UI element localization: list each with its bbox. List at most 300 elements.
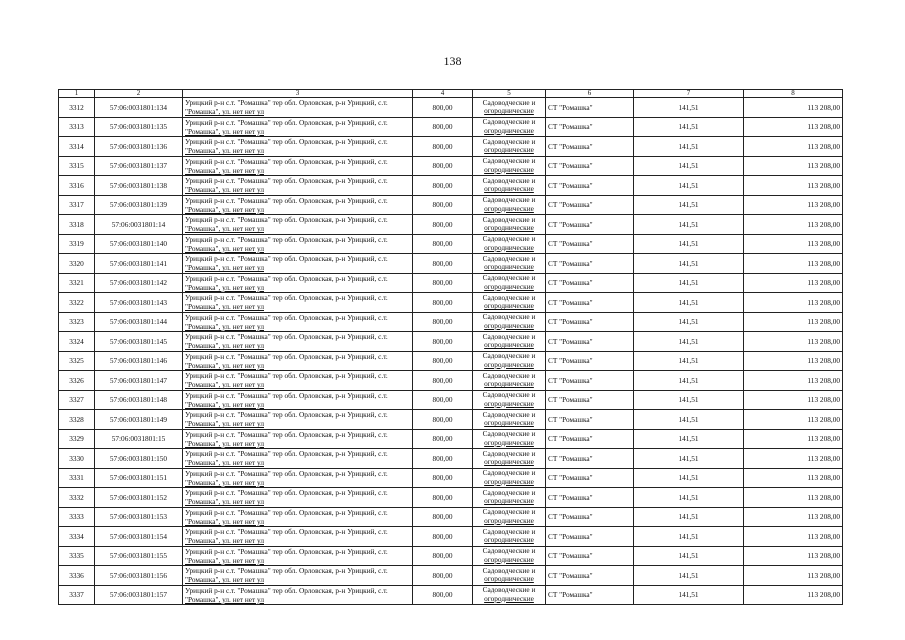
price-cell: 141,51 — [634, 566, 744, 586]
area-cell: 800,00 — [413, 488, 473, 508]
price-cell: 141,51 — [634, 390, 744, 410]
land-use-cell — [473, 234, 546, 254]
land-use-cell — [473, 215, 546, 235]
table-row — [59, 215, 843, 235]
table-row — [59, 390, 843, 410]
value-cell: 113 208,00 — [744, 215, 843, 235]
address-line: "Ромашка", ул. нет нет ул — [185, 360, 264, 370]
land-use-cell — [473, 176, 546, 196]
owner-cell: СТ "Ромашка" — [546, 566, 634, 586]
address-cell — [183, 156, 413, 176]
row-number-cell: 3331 — [59, 468, 95, 488]
cadastral-number-cell: 57:06:0031801:153 — [95, 507, 183, 527]
value-cell: 113 208,00 — [744, 273, 843, 293]
address-line: Урицкий р-н с.т. "Ромашка" тер обл. Орловская, р-н Урицкий, с.т. — [185, 468, 388, 478]
address-line: Урицкий р-н с.т. "Ромашка" тер обл. Орловская, р-н Урицкий, с.т. — [185, 527, 388, 537]
area-cell: 800,00 — [413, 449, 473, 469]
area-cell: 800,00 — [413, 273, 473, 293]
address-cell — [183, 254, 413, 274]
land-use-cell — [473, 449, 546, 469]
table-row — [59, 488, 843, 508]
area-cell: 800,00 — [413, 234, 473, 254]
address-cell — [183, 117, 413, 137]
table-row — [59, 449, 843, 469]
cadastral-number-cell: 57:06:0031801:15 — [95, 429, 183, 449]
land-use-line: огороднические — [484, 437, 534, 447]
table-row — [59, 332, 843, 352]
owner-cell: СТ "Ромашка" — [546, 176, 634, 196]
price-cell: 141,51 — [634, 195, 744, 215]
address-cell — [183, 585, 413, 605]
land-use-line: огороднические — [484, 535, 534, 545]
cadastral-number-cell: 57:06:0031801:142 — [95, 273, 183, 293]
address-cell — [183, 195, 413, 215]
land-use-line: огороднические — [484, 203, 534, 213]
address-line: Урицкий р-н с.т. "Ромашка" тер обл. Орловская, р-н Урицкий, с.т. — [185, 273, 388, 283]
address-line: "Ромашка", ул. нет нет ул — [185, 263, 264, 273]
area-cell: 800,00 — [413, 371, 473, 391]
address-line: "Ромашка", ул. нет нет ул — [185, 438, 264, 448]
land-use-line: огороднические — [484, 418, 534, 428]
land-use-cell — [473, 371, 546, 391]
address-cell — [183, 527, 413, 547]
value-cell: 113 208,00 — [744, 351, 843, 371]
address-cell — [183, 312, 413, 332]
land-use-cell — [473, 390, 546, 410]
table-body — [59, 98, 843, 605]
owner-cell: СТ "Ромашка" — [546, 312, 634, 332]
area-cell: 800,00 — [413, 215, 473, 235]
land-use-cell — [473, 98, 546, 118]
address-line: "Ромашка", ул. нет нет ул — [185, 146, 264, 156]
land-use-line: огороднические — [484, 476, 534, 486]
land-use-cell — [473, 156, 546, 176]
price-cell: 141,51 — [634, 410, 744, 430]
address-cell — [183, 488, 413, 508]
land-use-line: Садоводческие и — [482, 370, 536, 380]
land-use-line: Садоводческие и — [482, 234, 536, 244]
column-header: 2 — [95, 90, 183, 98]
address-line: Урицкий р-н с.т. "Ромашка" тер обл. Орловская, р-н Урицкий, с.т. — [185, 156, 388, 166]
land-use-line: Садоводческие и — [482, 468, 536, 478]
address-line: "Ромашка", ул. нет нет ул — [185, 302, 264, 312]
land-use-cell — [473, 195, 546, 215]
owner-cell: СТ "Ромашка" — [546, 390, 634, 410]
land-use-line: Садоводческие и — [482, 214, 536, 224]
owner-cell: СТ "Ромашка" — [546, 137, 634, 157]
owner-cell: СТ "Ромашка" — [546, 195, 634, 215]
address-line: "Ромашка", ул. нет нет ул — [185, 165, 264, 175]
address-line: Урицкий р-н с.т. "Ромашка" тер обл. Орловская, р-н Урицкий, с.т. — [185, 293, 388, 303]
address-line: Урицкий р-н с.т. "Ромашка" тер обл. Орловская, р-н Урицкий, с.т. — [185, 98, 388, 108]
address-cell — [183, 234, 413, 254]
land-use-line: огороднические — [484, 593, 534, 603]
table-row — [59, 273, 843, 293]
cadastral-number-cell: 57:06:0031801:137 — [95, 156, 183, 176]
address-line: Урицкий р-н с.т. "Ромашка" тер обл. Орловская, р-н Урицкий, с.т. — [185, 390, 388, 400]
area-cell: 800,00 — [413, 429, 473, 449]
cadastral-number-cell: 57:06:0031801:150 — [95, 449, 183, 469]
land-use-line: огороднические — [484, 145, 534, 155]
value-cell: 113 208,00 — [744, 332, 843, 352]
owner-cell: СТ "Ромашка" — [546, 332, 634, 352]
land-use-line: огороднические — [484, 242, 534, 252]
table-row — [59, 527, 843, 547]
land-use-line: Садоводческие и — [482, 136, 536, 146]
land-use-line: огороднические — [484, 554, 534, 564]
row-number-cell: 3313 — [59, 117, 95, 137]
land-use-line: Садоводческие и — [482, 331, 536, 341]
owner-cell: СТ "Ромашка" — [546, 585, 634, 605]
land-use-line: огороднические — [484, 301, 534, 311]
value-cell: 113 208,00 — [744, 371, 843, 391]
address-cell — [183, 390, 413, 410]
value-cell: 113 208,00 — [744, 98, 843, 118]
land-use-line: огороднические — [484, 398, 534, 408]
owner-cell: СТ "Ромашка" — [546, 351, 634, 371]
value-cell: 113 208,00 — [744, 488, 843, 508]
row-number-cell: 3325 — [59, 351, 95, 371]
column-header: 8 — [744, 90, 843, 98]
land-use-line: Садоводческие и — [482, 175, 536, 185]
area-cell: 800,00 — [413, 507, 473, 527]
cadastral-number-cell: 57:06:0031801:152 — [95, 488, 183, 508]
table-row — [59, 176, 843, 196]
owner-cell: СТ "Ромашка" — [546, 156, 634, 176]
address-line: "Ромашка", ул. нет нет ул — [185, 341, 264, 351]
address-cell — [183, 98, 413, 118]
address-line: "Ромашка", ул. нет нет ул — [185, 380, 264, 390]
land-use-line: Садоводческие и — [482, 273, 536, 283]
address-line: "Ромашка", ул. нет нет ул — [185, 458, 264, 468]
row-number-cell: 3317 — [59, 195, 95, 215]
address-line: Урицкий р-н с.т. "Ромашка" тер обл. Орловская, р-н Урицкий, с.т. — [185, 410, 388, 420]
address-line: "Ромашка", ул. нет нет ул — [185, 516, 264, 526]
land-use-line: огороднические — [484, 164, 534, 174]
table-row — [59, 351, 843, 371]
price-cell: 141,51 — [634, 429, 744, 449]
row-number-cell: 3318 — [59, 215, 95, 235]
table-row — [59, 254, 843, 274]
area-cell: 800,00 — [413, 293, 473, 313]
land-use-line: Садоводческие и — [482, 429, 536, 439]
land-use-line: огороднические — [484, 457, 534, 467]
row-number-cell: 3337 — [59, 585, 95, 605]
land-use-line: огороднические — [484, 281, 534, 291]
cadastral-number-cell: 57:06:0031801:155 — [95, 546, 183, 566]
cadastral-number-cell: 57:06:0031801:136 — [95, 137, 183, 157]
land-use-line: Садоводческие и — [482, 526, 536, 536]
value-cell: 113 208,00 — [744, 527, 843, 547]
land-use-cell — [473, 351, 546, 371]
land-use-line: огороднические — [484, 359, 534, 369]
land-use-line: Садоводческие и — [482, 312, 536, 322]
price-cell: 141,51 — [634, 312, 744, 332]
land-use-cell — [473, 254, 546, 274]
value-cell: 113 208,00 — [744, 312, 843, 332]
owner-cell: СТ "Ромашка" — [546, 215, 634, 235]
land-use-line: огороднические — [484, 125, 534, 135]
price-cell: 141,51 — [634, 293, 744, 313]
owner-cell: СТ "Ромашка" — [546, 98, 634, 118]
value-cell: 113 208,00 — [744, 234, 843, 254]
address-line: Урицкий р-н с.т. "Ромашка" тер обл. Орловская, р-н Урицкий, с.т. — [185, 176, 388, 186]
row-number-cell: 3315 — [59, 156, 95, 176]
row-number-cell: 3312 — [59, 98, 95, 118]
address-line: "Ромашка", ул. нет нет ул — [185, 204, 264, 214]
address-line: Урицкий р-н с.т. "Ромашка" тер обл. Орловская, р-н Урицкий, с.т. — [185, 585, 388, 595]
table-row — [59, 468, 843, 488]
column-number-row — [59, 90, 843, 98]
area-cell: 800,00 — [413, 98, 473, 118]
area-cell: 800,00 — [413, 468, 473, 488]
land-use-cell — [473, 137, 546, 157]
land-use-cell — [473, 488, 546, 508]
row-number-cell: 3319 — [59, 234, 95, 254]
price-cell: 141,51 — [634, 137, 744, 157]
price-cell: 141,51 — [634, 215, 744, 235]
address-cell — [183, 468, 413, 488]
owner-cell: СТ "Ромашка" — [546, 488, 634, 508]
address-line: Урицкий р-н с.т. "Ромашка" тер обл. Орловская, р-н Урицкий, с.т. — [185, 566, 388, 576]
cadastral-number-cell: 57:06:0031801:145 — [95, 332, 183, 352]
row-number-cell: 3326 — [59, 371, 95, 391]
area-cell: 800,00 — [413, 566, 473, 586]
address-line: Урицкий р-н с.т. "Ромашка" тер обл. Орловская, р-н Урицкий, с.т. — [185, 488, 388, 498]
land-use-line: огороднические — [484, 223, 534, 233]
address-cell — [183, 137, 413, 157]
column-header: 4 — [413, 90, 473, 98]
land-use-line: Садоводческие и — [482, 351, 536, 361]
address-line: Урицкий р-н с.т. "Ромашка" тер обл. Орловская, р-н Урицкий, с.т. — [185, 351, 388, 361]
area-cell: 800,00 — [413, 254, 473, 274]
cadastral-number-cell: 57:06:0031801:143 — [95, 293, 183, 313]
table-row — [59, 156, 843, 176]
address-cell — [183, 351, 413, 371]
table-row — [59, 507, 843, 527]
row-number-cell: 3321 — [59, 273, 95, 293]
value-cell: 113 208,00 — [744, 176, 843, 196]
value-cell: 113 208,00 — [744, 507, 843, 527]
cadastral-number-cell: 57:06:0031801:135 — [95, 117, 183, 137]
land-use-cell — [473, 429, 546, 449]
land-use-line: огороднические — [484, 262, 534, 272]
land-use-line: огороднические — [484, 515, 534, 525]
row-number-cell: 3336 — [59, 566, 95, 586]
address-line: "Ромашка", ул. нет нет ул — [185, 419, 264, 429]
address-cell — [183, 429, 413, 449]
area-cell: 800,00 — [413, 546, 473, 566]
land-use-line: Садоводческие и — [482, 546, 536, 556]
table-row — [59, 117, 843, 137]
address-line: "Ромашка", ул. нет нет ул — [185, 555, 264, 565]
table-row — [59, 312, 843, 332]
cadastral-number-cell: 57:06:0031801:146 — [95, 351, 183, 371]
column-header: 7 — [634, 90, 744, 98]
land-use-cell — [473, 546, 546, 566]
land-use-line: Садоводческие и — [482, 292, 536, 302]
cadastral-number-cell: 57:06:0031801:157 — [95, 585, 183, 605]
address-line: "Ромашка", ул. нет нет ул — [185, 126, 264, 136]
price-cell: 141,51 — [634, 546, 744, 566]
cadastral-number-cell: 57:06:0031801:141 — [95, 254, 183, 274]
area-cell: 800,00 — [413, 351, 473, 371]
price-cell: 141,51 — [634, 468, 744, 488]
address-line: "Ромашка", ул. нет нет ул — [185, 477, 264, 487]
land-use-line: Садоводческие и — [482, 97, 536, 107]
price-cell: 141,51 — [634, 234, 744, 254]
owner-cell: СТ "Ромашка" — [546, 273, 634, 293]
price-cell: 141,51 — [634, 449, 744, 469]
area-cell: 800,00 — [413, 156, 473, 176]
address-line: Урицкий р-н с.т. "Ромашка" тер обл. Орловская, р-н Урицкий, с.т. — [185, 137, 388, 147]
row-number-cell: 3335 — [59, 546, 95, 566]
value-cell: 113 208,00 — [744, 449, 843, 469]
value-cell: 113 208,00 — [744, 156, 843, 176]
price-cell: 141,51 — [634, 507, 744, 527]
row-number-cell: 3332 — [59, 488, 95, 508]
row-number-cell: 3323 — [59, 312, 95, 332]
address-line: Урицкий р-н с.т. "Ромашка" тер обл. Орловская, р-н Урицкий, с.т. — [185, 449, 388, 459]
address-line: Урицкий р-н с.т. "Ромашка" тер обл. Орловская, р-н Урицкий, с.т. — [185, 234, 388, 244]
address-line: "Ромашка", ул. нет нет ул — [185, 575, 264, 585]
value-cell: 113 208,00 — [744, 195, 843, 215]
row-number-cell: 3330 — [59, 449, 95, 469]
address-line: "Ромашка", ул. нет нет ул — [185, 185, 264, 195]
area-cell: 800,00 — [413, 312, 473, 332]
value-cell: 113 208,00 — [744, 293, 843, 313]
price-cell: 141,51 — [634, 117, 744, 137]
row-number-cell: 3334 — [59, 527, 95, 547]
cadastral-number-cell: 57:06:0031801:14 — [95, 215, 183, 235]
land-use-line: Садоводческие и — [482, 448, 536, 458]
land-use-cell — [473, 117, 546, 137]
table-row — [59, 137, 843, 157]
land-use-cell — [473, 410, 546, 430]
cadastral-number-cell: 57:06:0031801:138 — [95, 176, 183, 196]
price-cell: 141,51 — [634, 371, 744, 391]
land-use-line: Садоводческие и — [482, 390, 536, 400]
land-use-cell — [473, 585, 546, 605]
owner-cell: СТ "Ромашка" — [546, 429, 634, 449]
value-cell: 113 208,00 — [744, 546, 843, 566]
owner-cell: СТ "Ромашка" — [546, 293, 634, 313]
address-cell — [183, 332, 413, 352]
address-line: "Ромашка", ул. нет нет ул — [185, 107, 264, 117]
address-cell — [183, 566, 413, 586]
owner-cell: СТ "Ромашка" — [546, 468, 634, 488]
row-number-cell: 3320 — [59, 254, 95, 274]
value-cell: 113 208,00 — [744, 254, 843, 274]
price-cell: 141,51 — [634, 176, 744, 196]
row-number-cell: 3329 — [59, 429, 95, 449]
land-use-cell — [473, 273, 546, 293]
address-line: Урицкий р-н с.т. "Ромашка" тер обл. Орловская, р-н Урицкий, с.т. — [185, 254, 388, 264]
owner-cell: СТ "Ромашка" — [546, 234, 634, 254]
land-use-line: огороднические — [484, 106, 534, 116]
address-line: Урицкий р-н с.т. "Ромашка" тер обл. Орловская, р-н Урицкий, с.т. — [185, 195, 388, 205]
address-cell — [183, 273, 413, 293]
value-cell: 113 208,00 — [744, 117, 843, 137]
page-number: 138 — [443, 54, 462, 68]
table-row — [59, 293, 843, 313]
price-cell: 141,51 — [634, 527, 744, 547]
value-cell: 113 208,00 — [744, 566, 843, 586]
area-cell: 800,00 — [413, 390, 473, 410]
land-use-line: Садоводческие и — [482, 409, 536, 419]
price-cell: 141,51 — [634, 98, 744, 118]
address-cell — [183, 371, 413, 391]
land-use-cell — [473, 293, 546, 313]
address-cell — [183, 215, 413, 235]
row-number-cell: 3314 — [59, 137, 95, 157]
address-cell — [183, 507, 413, 527]
address-line: Урицкий р-н с.т. "Ромашка" тер обл. Орловская, р-н Урицкий, с.т. — [185, 546, 388, 556]
table-row — [59, 566, 843, 586]
address-line: Урицкий р-н с.т. "Ромашка" тер обл. Орловская, р-н Урицкий, с.т. — [185, 371, 388, 381]
table-row — [59, 195, 843, 215]
value-cell: 113 208,00 — [744, 429, 843, 449]
land-use-line: огороднические — [484, 496, 534, 506]
area-cell: 800,00 — [413, 332, 473, 352]
cadastral-number-cell: 57:06:0031801:149 — [95, 410, 183, 430]
value-cell: 113 208,00 — [744, 410, 843, 430]
value-cell: 113 208,00 — [744, 468, 843, 488]
cadastral-number-cell: 57:06:0031801:151 — [95, 468, 183, 488]
land-use-cell — [473, 468, 546, 488]
row-number-cell: 3324 — [59, 332, 95, 352]
cadastral-number-cell: 57:06:0031801:148 — [95, 390, 183, 410]
area-cell: 800,00 — [413, 137, 473, 157]
address-cell — [183, 449, 413, 469]
price-cell: 141,51 — [634, 273, 744, 293]
address-line: Урицкий р-н с.т. "Ромашка" тер обл. Орловская, р-н Урицкий, с.т. — [185, 332, 388, 342]
land-use-line: Садоводческие и — [482, 195, 536, 205]
price-cell: 141,51 — [634, 332, 744, 352]
value-cell: 113 208,00 — [744, 585, 843, 605]
land-use-cell — [473, 527, 546, 547]
table-row — [59, 234, 843, 254]
address-line: Урицкий р-н с.т. "Ромашка" тер обл. Орловская, р-н Урицкий, с.т. — [185, 312, 388, 322]
value-cell: 113 208,00 — [744, 137, 843, 157]
address-line: "Ромашка", ул. нет нет ул — [185, 399, 264, 409]
price-cell: 141,51 — [634, 351, 744, 371]
address-line: Урицкий р-н с.т. "Ромашка" тер обл. Орловская, р-н Урицкий, с.т. — [185, 507, 388, 517]
land-use-line: огороднические — [484, 379, 534, 389]
owner-cell: СТ "Ромашка" — [546, 527, 634, 547]
land-use-line: Садоводческие и — [482, 156, 536, 166]
area-cell: 800,00 — [413, 176, 473, 196]
owner-cell: СТ "Ромашка" — [546, 117, 634, 137]
address-line: "Ромашка", ул. нет нет ул — [185, 321, 264, 331]
address-line: "Ромашка", ул. нет нет ул — [185, 594, 264, 604]
land-use-line: Садоводческие и — [482, 507, 536, 517]
table-row — [59, 371, 843, 391]
land-use-cell — [473, 507, 546, 527]
owner-cell: СТ "Ромашка" — [546, 371, 634, 391]
cadastral-number-cell: 57:06:0031801:134 — [95, 98, 183, 118]
area-cell: 800,00 — [413, 117, 473, 137]
land-use-cell — [473, 312, 546, 332]
land-use-line: огороднические — [484, 340, 534, 350]
price-cell: 141,51 — [634, 254, 744, 274]
table-row — [59, 429, 843, 449]
table-row — [59, 410, 843, 430]
row-number-cell: 3327 — [59, 390, 95, 410]
cadastral-number-cell: 57:06:0031801:139 — [95, 195, 183, 215]
address-line: "Ромашка", ул. нет нет ул — [185, 282, 264, 292]
row-number-cell: 3333 — [59, 507, 95, 527]
